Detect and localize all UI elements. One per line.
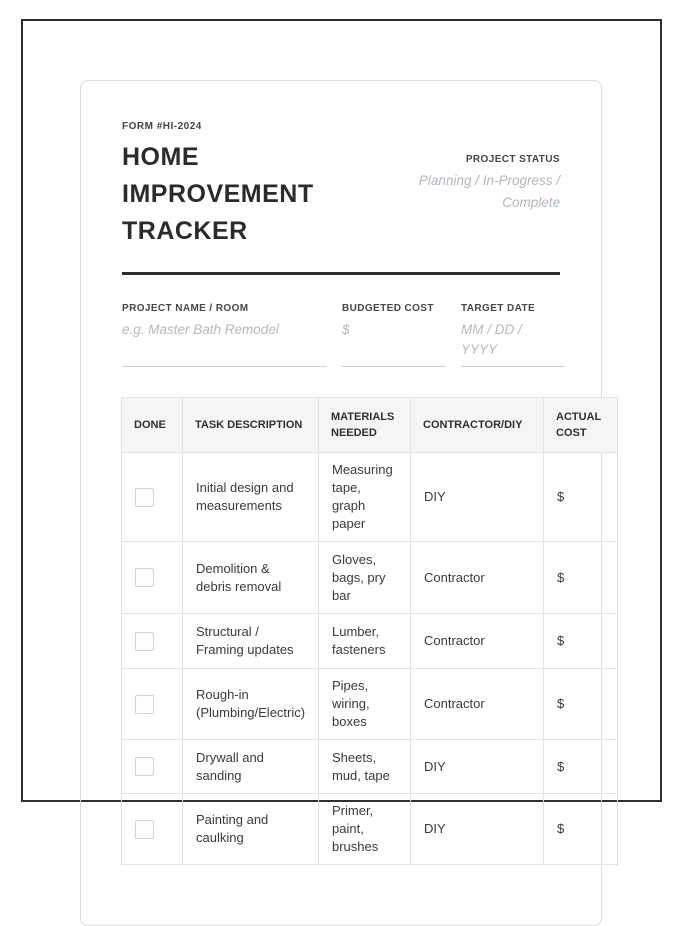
form-header-left: [122, 121, 398, 250]
task-cell: Drywall and sanding: [183, 740, 319, 794]
table-row: [122, 542, 618, 614]
table-header-row: [122, 398, 618, 453]
budgeted-cost-placeholder: $: [342, 322, 350, 337]
task-cell: Demolition & debris removal: [183, 542, 319, 614]
contractor-diy-cell: Contractor: [411, 614, 544, 669]
done-checkbox[interactable]: [135, 632, 154, 651]
project-name-placeholder: e.g. Master Bath Remodel: [122, 322, 279, 337]
target-date-label: TARGET DATE: [461, 303, 536, 314]
actual-cost-cell[interactable]: $: [544, 542, 618, 614]
header-divider: [122, 272, 560, 275]
contractor-diy-cell: DIY: [411, 453, 544, 542]
table-row: [122, 669, 618, 740]
done-checkbox[interactable]: [135, 757, 154, 776]
page-frame: [21, 19, 662, 854]
target-date-placeholder: MM / DD / YYYY: [461, 322, 522, 357]
task-cell: Painting and caulking: [183, 794, 319, 865]
table-row: [122, 614, 618, 669]
actual-cost-cell[interactable]: $: [544, 453, 618, 542]
task-cell: Structural / Framing updates: [183, 614, 319, 669]
project-status-label: PROJECT STATUS: [465, 154, 560, 165]
materials-cell: Gloves, bags, pry bar: [319, 542, 411, 614]
budgeted-cost-field[interactable]: [342, 303, 446, 367]
budgeted-cost-label: BUDGETED COST: [342, 303, 434, 314]
materials-cell: Measuring tape, graph paper: [319, 453, 411, 542]
target-date-field[interactable]: [461, 303, 565, 367]
done-checkbox[interactable]: [135, 820, 154, 839]
project-status-block: [398, 154, 560, 214]
materials-cell: Pipes, wiring, boxes: [319, 669, 411, 740]
contractor-diy-cell: DIY: [411, 794, 544, 865]
task-cell: Rough-in (Plumbing/Electric): [183, 669, 319, 740]
done-checkbox[interactable]: [135, 568, 154, 587]
actual-cost-cell[interactable]: $: [544, 794, 618, 865]
done-checkbox[interactable]: [135, 695, 154, 714]
page-title: HOME IMPROVEMENT TRACKER: [122, 143, 314, 245]
form-number: FORM #HI-2024: [122, 121, 202, 132]
task-table: [121, 397, 618, 865]
table-row: [122, 740, 618, 794]
table-row: [122, 794, 618, 865]
materials-cell: Sheets, mud, tape: [319, 740, 411, 794]
table-row: [122, 453, 618, 542]
col-header-task-description: TASK DESCRIPTION: [183, 398, 319, 453]
form-header: [122, 121, 560, 250]
actual-cost-cell[interactable]: $: [544, 614, 618, 669]
col-header-done: DONE: [122, 398, 183, 453]
contractor-diy-cell: DIY: [411, 740, 544, 794]
contractor-diy-cell: Contractor: [411, 542, 544, 614]
materials-cell: Lumber, fasteners: [319, 614, 411, 669]
contractor-diy-cell: Contractor: [411, 669, 544, 740]
col-header-contractor-diy: CONTRACTOR/DIY: [411, 398, 544, 453]
materials-cell: Primer, paint, brushes: [319, 794, 411, 865]
col-header-materials-needed: MATERIALS NEEDED: [319, 398, 411, 453]
project-name-field[interactable]: [122, 303, 327, 367]
actual-cost-cell[interactable]: $: [544, 740, 618, 794]
task-cell: Initial design and measurements: [183, 453, 319, 542]
form-card: [80, 80, 602, 926]
done-checkbox[interactable]: [135, 488, 154, 507]
project-name-label: PROJECT NAME / ROOM: [122, 303, 249, 314]
col-header-actual-cost: ACTUAL COST: [544, 398, 618, 453]
actual-cost-cell[interactable]: $: [544, 669, 618, 740]
project-status-options: Planning / In-Progress / Complete: [418, 173, 560, 210]
form-fields: [122, 303, 560, 367]
